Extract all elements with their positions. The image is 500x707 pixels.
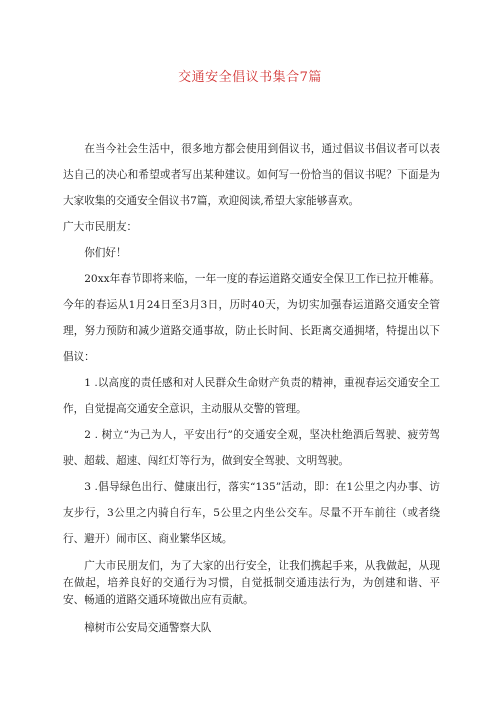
document-title: 交通安全倡议书集合7篇 bbox=[178, 70, 322, 85]
intro-paragraph: 在当今社会生活中，很多地方都会使用到倡议书，通过倡议书倡议者可以表达自己的决心和希望或者写出某种建议。如何写一份恰当的倡议书呢？下面是为大家收集的交通安全倡议书7篇，欢迎阅读,希望大家能够喜欢。 bbox=[63, 143, 440, 207]
proposal-item-2: 2 . 树立“为己为人，平安出行”的交通安全观，坚决杜绝酒后驾驶、疲劳驾驶、超载、超速、闯红灯等行为，做到安全驾驶、文明驾驶。 bbox=[63, 429, 440, 467]
signature: 樟树市公安局交通警察大队 bbox=[84, 622, 212, 634]
closing-paragraph: 广大市民朋友们，为了大家的出行安全，让我们携起手来，从我做起，从现在做起，培养良好的交通行为习惯，自觉抵制交通违法行为，为创建和谐、平安、畅通的道路交通环境做出应有贡献。 bbox=[63, 560, 440, 606]
proposal-item-1: 1 .以高度的责任感和对人民群众生命财产负责的精神，重视春运交通安全工作，自觉提高交通安全意识，主动服从交警的管理。 bbox=[63, 377, 440, 415]
greeting: 你们好！ bbox=[84, 247, 127, 259]
context-paragraph: 20xx年春节即将来临，一年一度的春运道路交通安全保卫工作已拉开帷幕。今年的春运从1月24日至3月3日，历时40天，为切实加强春运道路交通安全管理，努力预防和减少道路交通事故，防止长时间、长距离交通拥堵，特提出以下倡议： bbox=[63, 273, 440, 363]
salutation: 广大市民朋友： bbox=[63, 221, 138, 233]
document-body bbox=[63, 136, 440, 641]
proposal-item-3: 3 .倡导绿色出行、健康出行，落实“135”活动，即：在1公里之内办事、访友步行，3公里之内骑自行车，5公里之内坐公交车。尽量不开车前往（或者绕行、避开）闹市区、商业繁华区域。 bbox=[63, 481, 440, 545]
